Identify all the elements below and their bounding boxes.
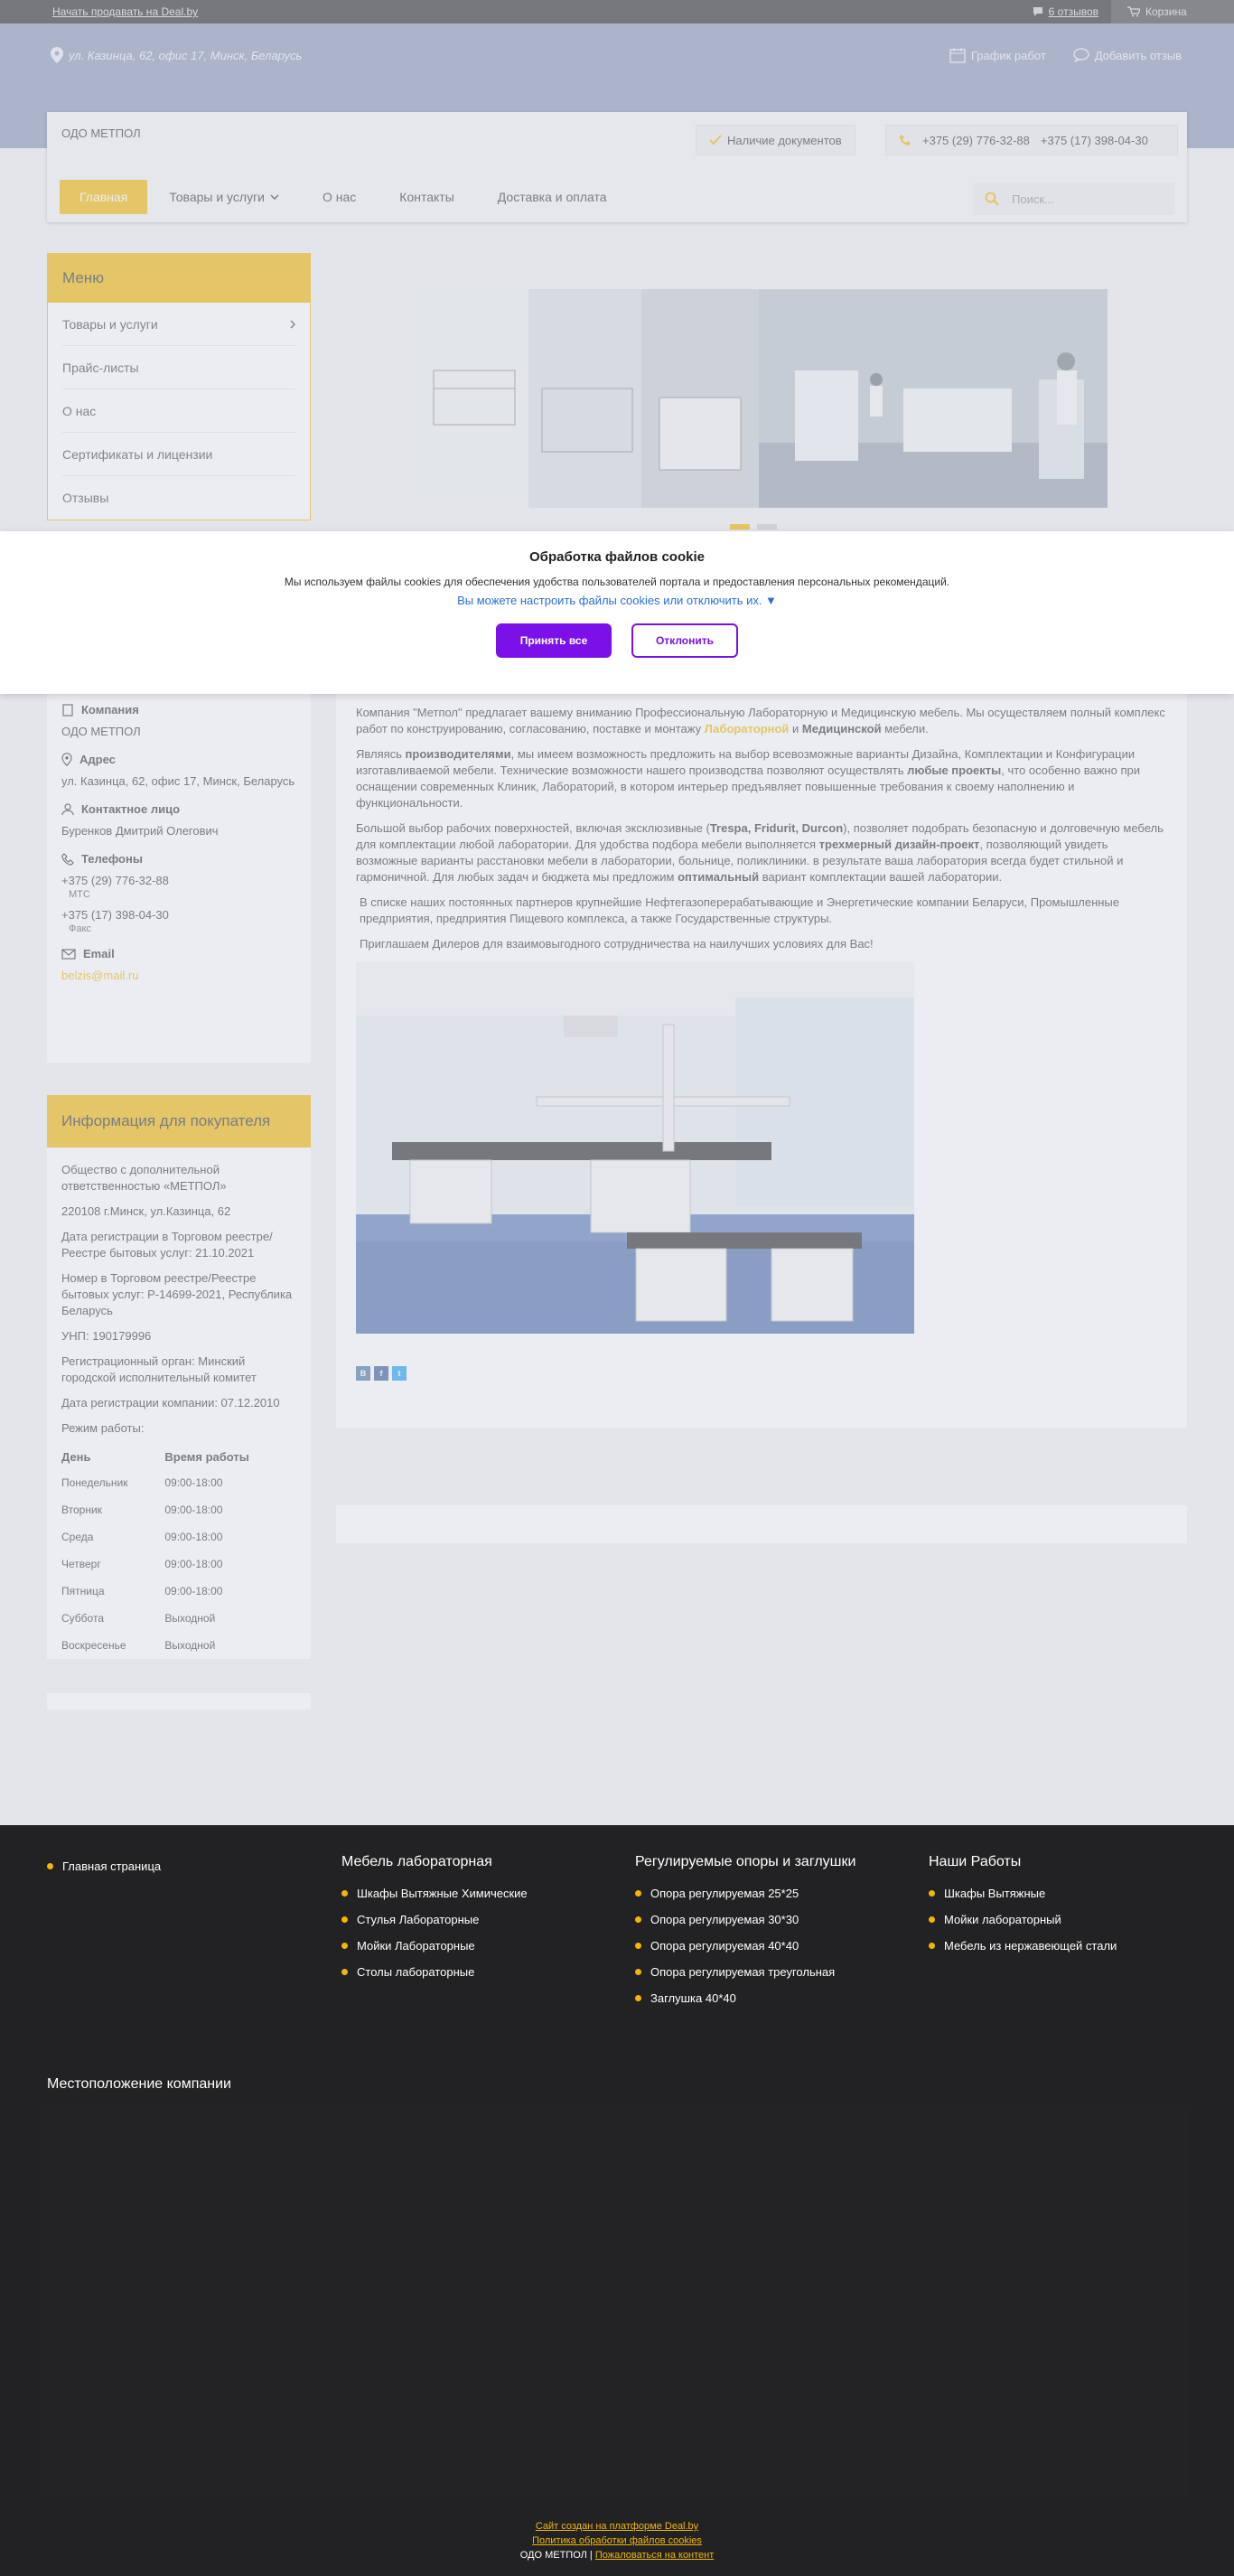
laboratory-photo (356, 961, 914, 1334)
footer-link[interactable]: Мойки лабораторный (929, 1913, 1117, 1926)
footer-link[interactable]: Опора регулируемая 40*40 (635, 1939, 855, 1953)
company-label: Компания (81, 703, 139, 717)
header-info (0, 23, 1234, 63)
person-label-row (61, 802, 296, 816)
hours-day: Вторник (61, 1503, 102, 1516)
menu-item-reviews[interactable]: Отзывы (62, 491, 109, 505)
footer-link[interactable]: Шкафы Вытяжные (929, 1887, 1117, 1900)
hours-time: 09:00-18:00 (164, 1476, 223, 1489)
hours-head-time: Время работы (164, 1450, 249, 1464)
complain-link[interactable]: Пожаловаться на контент (594, 2550, 715, 2561)
contact-phone-1[interactable]: +375 (29) 776-32-88 (61, 874, 169, 887)
add-review-label: Добавить отзыв (1094, 48, 1182, 62)
header-band (0, 23, 1234, 206)
nav-delivery[interactable]: Доставка и оплата (497, 190, 607, 204)
hours-time: Выходной (164, 1612, 216, 1625)
share-buttons (356, 1366, 1167, 1381)
main-nav (47, 172, 1187, 222)
nav-goods[interactable] (147, 180, 301, 214)
menu-item-certificates[interactable]: Сертификаты и лицензии (62, 433, 295, 476)
footer-link-home[interactable]: Главная страница (47, 1859, 161, 1873)
footer-company: ОДО МЕТПОЛ (519, 2550, 587, 2561)
person-label: Контактное лицо (81, 802, 181, 816)
cookie-text: Мы используем файлы cookies для обеспечения удобства пользователей портала и предоставления персональных рекомендаций. (284, 576, 950, 588)
bold-text: производителями (405, 747, 511, 761)
phone-icon (61, 853, 74, 866)
footer-bottom (0, 2519, 1234, 2562)
table-row (61, 1605, 296, 1632)
table-row (61, 1523, 296, 1550)
documents-button[interactable] (696, 125, 855, 155)
highlight-laboratory: Лабораторной (704, 722, 790, 735)
cart-icon (1127, 6, 1140, 17)
text-span: , позволяющий увидеть возможные варианты расстановки мебели в лаборатории, больнице, поликлиники. в результате ваша лаборатория всегда будет стильной и гармоничной. Для любых задач и бюджета мы предложим (356, 838, 1124, 884)
company-map[interactable] (47, 2107, 1187, 2496)
paragraph-4 (356, 895, 1167, 927)
building-icon (61, 704, 74, 717)
schedule-link[interactable] (949, 47, 1046, 63)
paragraph-3 (356, 820, 1167, 885)
contact-person: Буренков Дмитрий Олегович (61, 824, 219, 838)
contact-company: ОДО МЕТПОЛ (61, 725, 141, 738)
address-label-row (61, 753, 296, 766)
phones-box (885, 125, 1178, 155)
menu-card (47, 253, 311, 520)
location-title: Местоположение компании (47, 2076, 231, 2092)
accept-cookies-button[interactable]: Принять все (496, 623, 612, 658)
cookie-buttons (0, 623, 1234, 658)
text-span: ), позволяет подобрать безопасную и долговечную мебель для комплектации любой лаборатории. Для удобства подбора мебели выполняется (356, 821, 1164, 851)
working-hours-table (61, 1446, 296, 1659)
buyer-line: Регистрационный орган: Минский городской исполнительный комитет (61, 1354, 257, 1384)
table-row (61, 1496, 296, 1523)
table-row (61, 1469, 296, 1496)
paragraph-5 (356, 936, 1167, 952)
phones-label-row (61, 852, 296, 866)
table-row (61, 1578, 296, 1605)
sidebar (47, 253, 311, 520)
about-content (336, 687, 1187, 1428)
contact-address: ул. Казинца, 62, офис 17, Минск, Беларусь (61, 774, 295, 788)
nav-goods-label: Товары и услуги (169, 190, 265, 204)
text-span: , мы имеем возможность предложить на выбор всевозможные варианты Дизайна, Комплектации и Конфигурации изготавливаемой мебели. Технические возможности нашего производства позволяют осуществлять (356, 747, 1136, 777)
search-input[interactable]: Поиск... (1012, 192, 1054, 206)
chevron-down-icon (270, 194, 279, 200)
footer-link[interactable]: Шкафы Вытяжные Химические (341, 1887, 528, 1900)
bold-text: любые проекты (907, 763, 1002, 777)
hours-day: Понедельник (61, 1476, 128, 1489)
contact-phone-1-note: МТС (69, 889, 90, 900)
buyer-line: 220108 г.Минск, ул.Казинца, 62 (61, 1204, 231, 1218)
hours-day: Четверг (61, 1558, 101, 1570)
footer-link[interactable]: Опора регулируемая 30*30 (635, 1913, 855, 1926)
calendar-icon (949, 47, 966, 63)
footer-link[interactable]: Опора регулируемая 25*25 (635, 1887, 855, 1900)
location-pin-icon (51, 47, 63, 63)
image-slider[interactable] (416, 289, 1108, 508)
cart-label: Корзина (1145, 5, 1187, 18)
bold-text: трехмерный дизайн-проект (818, 838, 980, 851)
footer-col-title: Наши Работы (929, 1854, 1022, 1869)
hours-day: Воскресенье (61, 1639, 126, 1652)
vk-share-icon[interactable]: В (356, 1366, 370, 1381)
contact-phone-2[interactable]: +375 (17) 398-04-30 (61, 908, 169, 922)
text-span: вариант комплектации вашей лаборатории. (759, 870, 1003, 884)
text-span: В списке наших постоянных партнеров крупнейшие Нефтегазоперерабатывающие и Энергетические компании Беларуси, Промышленные предприятия, предприятия Пищевого комплекса, а также Государственные структуры. (360, 895, 1120, 925)
chevron-right-icon (290, 320, 295, 329)
footer-col-supports (635, 1854, 856, 2018)
nav-contacts[interactable]: Контакты (399, 190, 454, 204)
hours-time: 09:00-18:00 (164, 1585, 223, 1597)
text-span: Компания "Метпол" предлагает вашему вниманию Профессиональную Лабораторную и Медицинскую мебель. Мы осуществляем полный комплекс работ по конструированию, согласованию, поставке и монтажу (356, 706, 1165, 735)
hours-head-day: День (61, 1450, 91, 1464)
text-span: Являясь (356, 747, 406, 761)
slider-dot-active[interactable] (730, 524, 750, 529)
menu-item-prices[interactable]: Прайс-листы (62, 346, 295, 389)
header-address (51, 47, 302, 63)
header-phone-1[interactable]: +375 (29) 776-32-88 (922, 133, 1030, 147)
search-icon (985, 192, 999, 206)
footer-col-title: Мебель лабораторная (341, 1854, 492, 1869)
cart-button[interactable] (1111, 0, 1234, 23)
hours-time: Выходной (164, 1639, 216, 1652)
cookie-title: Обработка файлов cookie (529, 549, 705, 565)
header-phone-2[interactable]: +375 (17) 398-04-30 (1040, 133, 1148, 147)
hours-day: Пятница (61, 1585, 105, 1597)
footer-link[interactable]: Опора регулируемая треугольная (635, 1965, 855, 1979)
header-links (949, 47, 1182, 63)
mail-icon (61, 949, 76, 960)
phone-icon (899, 134, 911, 146)
hours-time: 09:00-18:00 (164, 1531, 223, 1543)
paragraph-2 (356, 746, 1167, 811)
text-span: Большой выбор рабочих поверхностей, включая эксклюзивные ( (356, 821, 710, 835)
top-bar (0, 0, 1234, 23)
header-card (47, 112, 1187, 222)
buyer-line: Дата регистрации компании: 07.12.2010 (61, 1396, 280, 1410)
facebook-share-icon[interactable]: f (374, 1366, 388, 1381)
phones-label: Телефоны (81, 852, 143, 866)
footer-separator: | (586, 2550, 595, 2561)
bold-medical: Медицинской (801, 722, 882, 735)
paragraph-1 (356, 705, 1167, 737)
buyer-info-card (47, 1095, 311, 1659)
text-span: , что особенно важно при оснащении современных Клиник, Лабораторий, в котором интерьер предъявляет повышенные требования к своему наполнению и функциональности. (356, 763, 1140, 810)
hours-time: 09:00-18:00 (164, 1558, 223, 1570)
buyer-line: УНП: 190179996 (61, 1329, 152, 1343)
hours-day: Суббота (61, 1612, 104, 1625)
cookie-policy-link[interactable]: Политика обработки файлов cookies (532, 2535, 702, 2546)
footer-col-home (47, 1859, 161, 1886)
slider-dot[interactable] (757, 524, 777, 529)
nav-home[interactable]: Главная (60, 180, 147, 214)
hours-day: Среда (61, 1531, 94, 1543)
table-row (61, 1632, 296, 1659)
footer-col-works (929, 1854, 1117, 1965)
footer-col-title: Регулируемые опоры и заглушки (635, 1854, 856, 1869)
company-label-row (61, 703, 296, 717)
hours-time: 09:00-18:00 (164, 1503, 223, 1516)
text-span: мебели. (881, 722, 929, 735)
nav-about[interactable]: О нас (323, 190, 357, 204)
menu-item-label: Товары и услуги (62, 316, 158, 332)
documents-label: Наличие документов (727, 133, 842, 147)
footer-link[interactable]: Заглушка 40*40 (635, 1991, 855, 2005)
slider-dots (730, 524, 777, 529)
location-pin-icon (61, 753, 72, 766)
buyer-line: Режим работы: (61, 1421, 145, 1435)
menu-item-about[interactable]: О нас (62, 389, 295, 433)
address-label: Адрес (79, 753, 116, 766)
platform-link[interactable]: Сайт создан на платформе Deal.by (535, 2521, 699, 2532)
footer (0, 1825, 1234, 2576)
reviews-link[interactable] (1033, 5, 1098, 18)
user-icon (61, 803, 74, 816)
email-label-row (61, 947, 296, 960)
check-icon (709, 135, 722, 145)
comment-icon (1033, 6, 1043, 17)
text-span: Приглашаем Дилеров для взаимовыгодного сотрудничества на наилучших условиях для Вас! (360, 937, 874, 951)
sell-link[interactable]: Начать продавать на Deal.by (52, 5, 199, 18)
buyer-info-body (47, 1147, 311, 1664)
speech-bubble-icon (1073, 48, 1089, 62)
cookie-banner (0, 531, 1234, 694)
table-header-row (61, 1446, 296, 1469)
footer-link[interactable]: Стулья Лабораторные (341, 1913, 528, 1926)
content-empty-strip (336, 1505, 1187, 1543)
menu-item-goods[interactable] (62, 303, 295, 346)
reviews-count: 6 отзывов (1048, 5, 1098, 18)
footer-link[interactable]: Столы лабораторные (341, 1965, 528, 1979)
buyer-info-title: Информация для покупателя (47, 1095, 311, 1147)
footer-col-lab-furniture (341, 1854, 528, 1991)
bold-text: оптимальный (678, 870, 760, 884)
top-bar-right (1033, 0, 1187, 23)
email-label: Email (83, 947, 115, 960)
contact-email[interactable]: belzis@mail.ru (61, 969, 139, 982)
contacts-card (47, 685, 311, 1063)
table-row (61, 1550, 296, 1578)
lab-furniture-photo (416, 289, 1108, 508)
buyer-line: Общество с дополнительной ответственностью «МЕТПОЛ» (61, 1163, 227, 1193)
buyer-line: Номер в Торговом реестре/Реестре бытовых услуг: Р-14699-2021, Республика Беларусь (61, 1271, 293, 1317)
text-span: и (789, 722, 802, 735)
add-review-link[interactable] (1073, 47, 1182, 63)
footer-link[interactable]: Мебель из нержавеющей стали (929, 1939, 1117, 1953)
menu-title: Меню (48, 254, 310, 303)
search-box[interactable] (974, 183, 1174, 215)
schedule-label: График работ (970, 48, 1046, 62)
cookie-settings-link[interactable]: Вы можете настроить файлы cookies или отключить их. ▼ (457, 594, 777, 607)
bold-text: Trespa, Fridurit, Durcon (709, 821, 844, 835)
contact-phone-2-note: Факс (69, 923, 91, 934)
sidebar-empty-card (47, 1693, 311, 1710)
header-address-text: ул. Казинца, 62, офис 17, Минск, Беларусь (69, 48, 303, 62)
footer-link[interactable]: Мойки Лабораторные (341, 1939, 528, 1953)
company-name: ОДО МЕТПОЛ (61, 126, 141, 140)
buyer-line: Дата регистрации в Торговом реестре/Реестре бытовых услуг: 21.10.2021 (61, 1230, 273, 1260)
decline-cookies-button[interactable]: Отклонить (631, 623, 738, 658)
twitter-share-icon[interactable]: t (392, 1366, 407, 1381)
